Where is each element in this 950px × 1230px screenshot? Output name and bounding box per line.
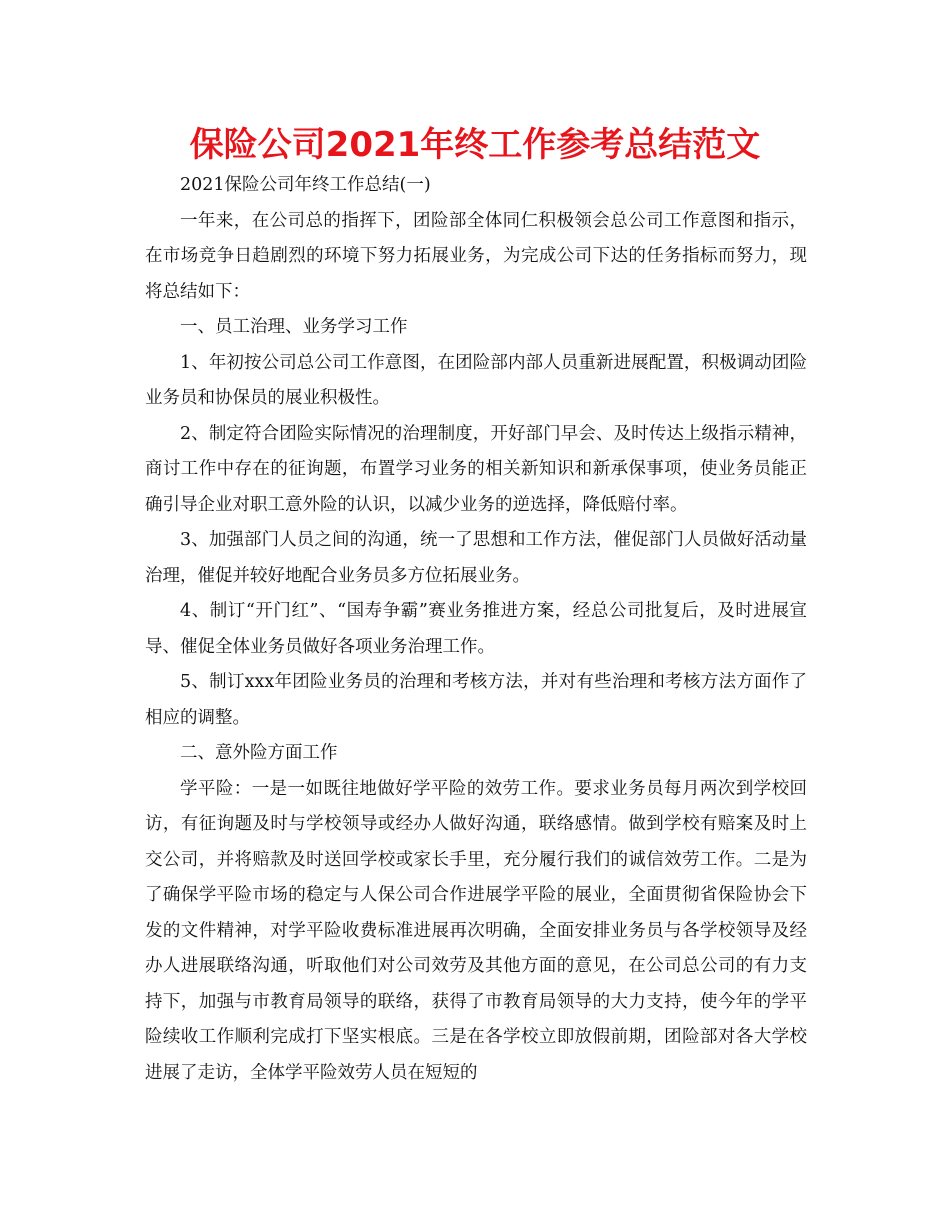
student-insurance-paragraph: 学平险：一是一如既往地做好学平险的效劳工作。要求业务员每月两次到学校回访，有征询题及时与学校领导或经办人做好沟通，联络感情。做到学校有赔案及时上交公司，并将赔款及时送回学校或家长手里，充分履行我们的诚信效劳工作。二是为了确保学平险市场的稳定与人保公司合作进展学平险的展业，全面贯彻省保险协会下发的文件精神，对学平险收费标准进展再次明确，全面安排业务员与各学校领导及经办人进展联络沟通，听取他们对公司效劳及其他方面的意见，在公司总公司的有力支持下，加强与市教育局领导的联络，获得了市教育局领导的大力支持，使今年的学平险续收工作顺利完成打下坚实根底。三是在各学校立即放假前期，团险部对各大学校进展了走访，全体学平险效劳人员在短短的 [145,778,807,1083]
document-body [145,168,807,1091]
section-subtitle: 2021保险公司年终工作总结(一) [180,175,431,195]
section-heading-accident: 二、意外险方面工作 [180,743,338,763]
list-item-4: 4、制订“开门红”、“国寿争霸”赛业务推进方案，经总公司批复后，及时进展宣导、催促全体业务员做好各项业务治理工作。 [145,601,807,657]
document-title: 保险公司2021年终工作参考总结范文 [189,125,761,165]
intro-paragraph: 一年来，在公司总的指挥下，团险部全体同仁积极领会总公司工作意图和指示，在市场竞争日趋剧烈的环境下努力拓展业务，为完成公司下达的任务指标而努力，现将总结如下： [145,210,807,302]
list-item-2: 2、制定符合团险实际情况的治理制度，开好部门早会、及时传达上级指示精神，商讨工作中存在的征询题，布置学习业务的相关新知识和新承保事项，使业务员能正确引导企业对职工意外险的认识，以减少业务的逆选择，降低赔付率。 [145,423,807,515]
list-item-1: 1、年初按公司总公司工作意图，在团险部内部人员重新进展配置，积极调动团险业务员和协保员的展业积极性。 [145,352,807,408]
list-item-5: 5、制订xxx年团险业务员的治理和考核方法，并对有些治理和考核方法方面作了相应的调整。 [145,672,807,728]
list-item-3: 3、加强部门人员之间的沟通，统一了思想和工作方法，催促部门人员做好活动量治理，催促并较好地配合业务员多方位拓展业务。 [145,530,807,586]
section-heading-staff: 一、员工治理、业务学习工作 [180,317,408,337]
